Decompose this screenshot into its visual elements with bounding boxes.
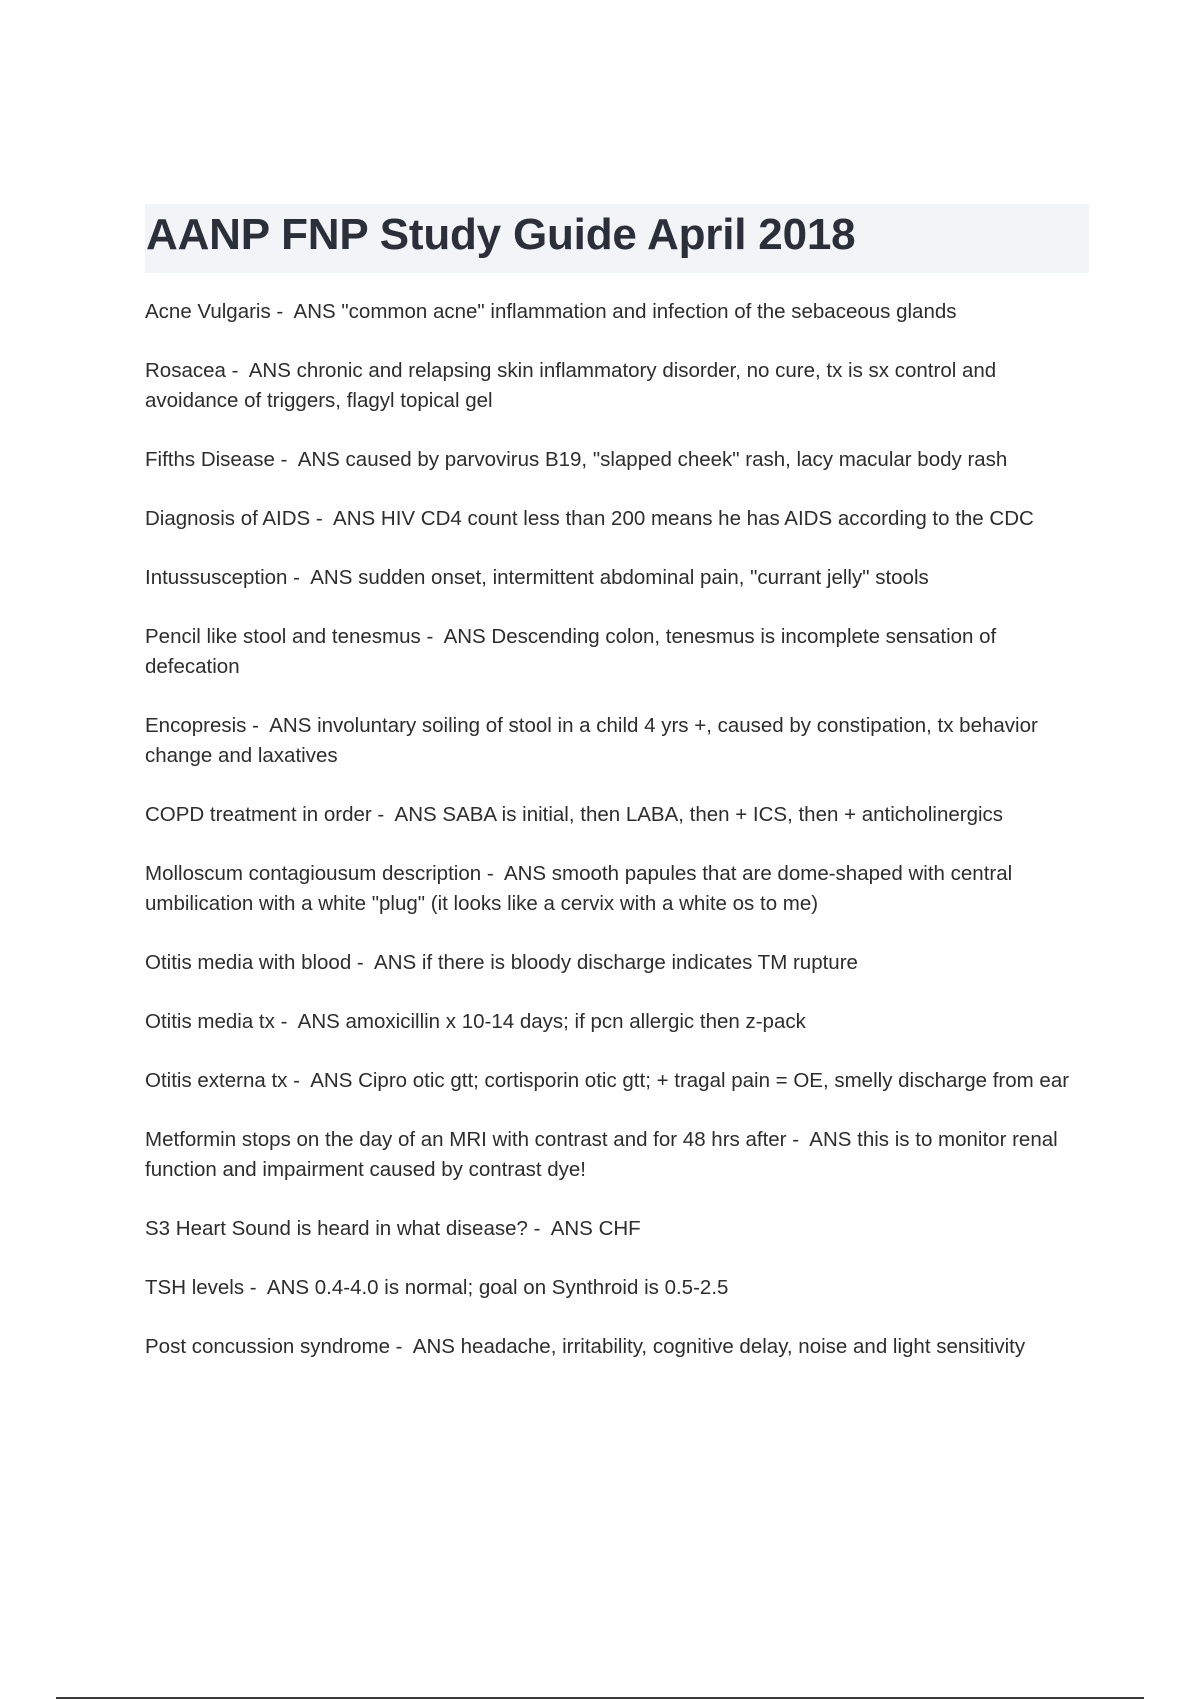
answer-marker: ANS bbox=[248, 359, 291, 382]
list-item: Diagnosis of AIDS - ANS HIV CD4 count less than 200 means he has AIDS according to the CDC bbox=[145, 507, 1034, 530]
answer-marker: ANS bbox=[412, 1335, 455, 1358]
entry-term: Otitis externa tx bbox=[145, 1069, 288, 1092]
entry-answer: "common acne" inflammation and infection of the sebaceous glands bbox=[341, 300, 957, 323]
entry-answer: 0.4-4.0 is normal; goal on Synthroid is 0.5-2.5 bbox=[314, 1276, 729, 1299]
list-item: Acne Vulgaris - ANS "common acne" inflammation and infection of the sebaceous glands bbox=[145, 300, 957, 323]
list-item: COPD treatment in order - ANS SABA is initial, then LABA, then + ICS, then + anticholinergics bbox=[145, 803, 1004, 826]
entry-answer: this is to monitor renal function and impairment caused by contrast dye! bbox=[145, 1128, 1058, 1181]
answer-marker: ANS bbox=[374, 951, 417, 974]
entry-answer: amoxicillin x 10-14 days; if pcn allergic then z-pack bbox=[345, 1010, 806, 1033]
list-item: Intussusception - ANS sudden onset, intermittent abdominal pain, "currant jelly" stools bbox=[145, 566, 929, 589]
entry-term: Rosacea bbox=[145, 359, 226, 382]
answer-marker: ANS bbox=[310, 566, 353, 589]
footer-divider bbox=[56, 1697, 1144, 1699]
answer-marker: ANS bbox=[333, 507, 376, 530]
entry-answer: Descending colon, tenesmus is incomplete sensation of defecation bbox=[145, 625, 997, 678]
entry-term: Diagnosis of AIDS bbox=[145, 507, 311, 530]
answer-marker: ANS bbox=[269, 714, 312, 737]
entry-term: Otitis media tx bbox=[145, 1010, 275, 1033]
entry-term: S3 Heart Sound is heard in what disease? bbox=[145, 1217, 528, 1240]
list-item: Pencil like stool and tenesmus - ANS Descending colon, tenesmus is incomplete sensation of defecation bbox=[145, 625, 997, 678]
entry-term: Pencil like stool and tenesmus bbox=[145, 625, 421, 648]
answer-marker: ANS bbox=[293, 300, 336, 323]
entry-answer: chronic and relapsing skin inflammatory disorder, no cure, tx is sx control and avoidance of triggers, flagyl topical gel bbox=[145, 359, 997, 412]
answer-marker: ANS bbox=[503, 862, 547, 885]
answer-marker: ANS bbox=[550, 1217, 593, 1240]
entry-term: Fifths Disease bbox=[145, 448, 275, 471]
answer-marker: ANS bbox=[443, 625, 486, 648]
entry-answer: SABA is initial, then LABA, then + ICS, then + anticholinergics bbox=[442, 803, 1004, 826]
entry-term: Intussusception bbox=[145, 566, 288, 589]
entry-answer: headache, irritability, cognitive delay, noise and light sensitivity bbox=[460, 1335, 1026, 1358]
answer-marker: ANS bbox=[266, 1276, 310, 1299]
entry-answer: Cipro otic gtt; cortisporin otic gtt; + tragal pain = OE, smelly discharge from ear bbox=[358, 1069, 1070, 1092]
list-item: Otitis media with blood - ANS if there is bloody discharge indicates TM rupture bbox=[145, 951, 858, 974]
entry-list bbox=[145, 297, 1091, 1391]
entry-answer: CHF bbox=[598, 1217, 641, 1240]
entry-term: COPD treatment in order bbox=[145, 803, 372, 826]
entry-term: Metformin stops on the day of an MRI with contrast and for 48 hrs after bbox=[145, 1128, 787, 1151]
entry-term: TSH levels bbox=[145, 1276, 245, 1299]
entry-term: Encopresis bbox=[145, 714, 247, 737]
entry-term: Post concussion syndrome bbox=[145, 1335, 390, 1358]
entry-answer: caused by parvovirus B19, "slapped cheek" rash, lacy macular body rash bbox=[345, 448, 1008, 471]
list-item: Fifths Disease - ANS caused by parvovirus B19, "slapped cheek" rash, lacy macular body rash bbox=[145, 448, 1008, 471]
entry-term: Molloscum contagiousum description bbox=[145, 862, 482, 885]
entry-answer: smooth papules that are dome-shaped with central umbilication with a white "plug" (it looks like a cervix with a white os to me) bbox=[145, 862, 1013, 915]
list-item: Rosacea - ANS chronic and relapsing skin inflammatory disorder, no cure, tx is sx control and avoidance of triggers, flagyl topical gel bbox=[145, 359, 997, 412]
entry-term: Acne Vulgaris bbox=[145, 300, 271, 323]
title-banner bbox=[145, 204, 1089, 273]
entry-term: Otitis media with blood bbox=[145, 951, 352, 974]
list-item: TSH levels - ANS 0.4-4.0 is normal; goal on Synthroid is 0.5-2.5 bbox=[145, 1276, 729, 1299]
answer-marker: ANS bbox=[297, 1010, 340, 1033]
list-item: S3 Heart Sound is heard in what disease? - ANS CHF bbox=[145, 1217, 641, 1240]
answer-marker: ANS bbox=[394, 803, 437, 826]
list-item: Otitis externa tx - ANS Cipro otic gtt; cortisporin otic gtt; + tragal pain = OE, smelly discharge from ear bbox=[145, 1069, 1070, 1092]
entry-answer: HIV CD4 count less than 200 means he has AIDS according to the CDC bbox=[380, 507, 1034, 530]
list-item: Post concussion syndrome - ANS headache, irritability, cognitive delay, noise and light sensitivity bbox=[145, 1335, 1026, 1358]
page-title: AANP FNP Study Guide April 2018 bbox=[146, 210, 856, 259]
list-item: Metformin stops on the day of an MRI with contrast and for 48 hrs after - ANS this is to monitor renal function and impairment caused by contrast dye! bbox=[145, 1128, 1058, 1181]
list-item: Encopresis - ANS involuntary soiling of stool in a child 4 yrs +, caused by constipation, tx behavior change and laxatives bbox=[145, 714, 1038, 767]
answer-marker: ANS bbox=[310, 1069, 353, 1092]
entry-answer: if there is bloody discharge indicates TM rupture bbox=[421, 951, 858, 974]
entry-answer: sudden onset, intermittent abdominal pain, "currant jelly" stools bbox=[358, 566, 929, 589]
answer-marker: ANS bbox=[809, 1128, 852, 1151]
list-item: Molloscum contagiousum description - ANS smooth papules that are dome-shaped with central umbilication with a white "plug" (it looks like a cervix with a white os to me) bbox=[145, 862, 1013, 915]
list-item: Otitis media tx - ANS amoxicillin x 10-14 days; if pcn allergic then z-pack bbox=[145, 1010, 806, 1033]
entry-answer: involuntary soiling of stool in a child 4 yrs +, caused by constipation, tx behavior change and laxatives bbox=[145, 714, 1038, 767]
answer-marker: ANS bbox=[297, 448, 340, 471]
